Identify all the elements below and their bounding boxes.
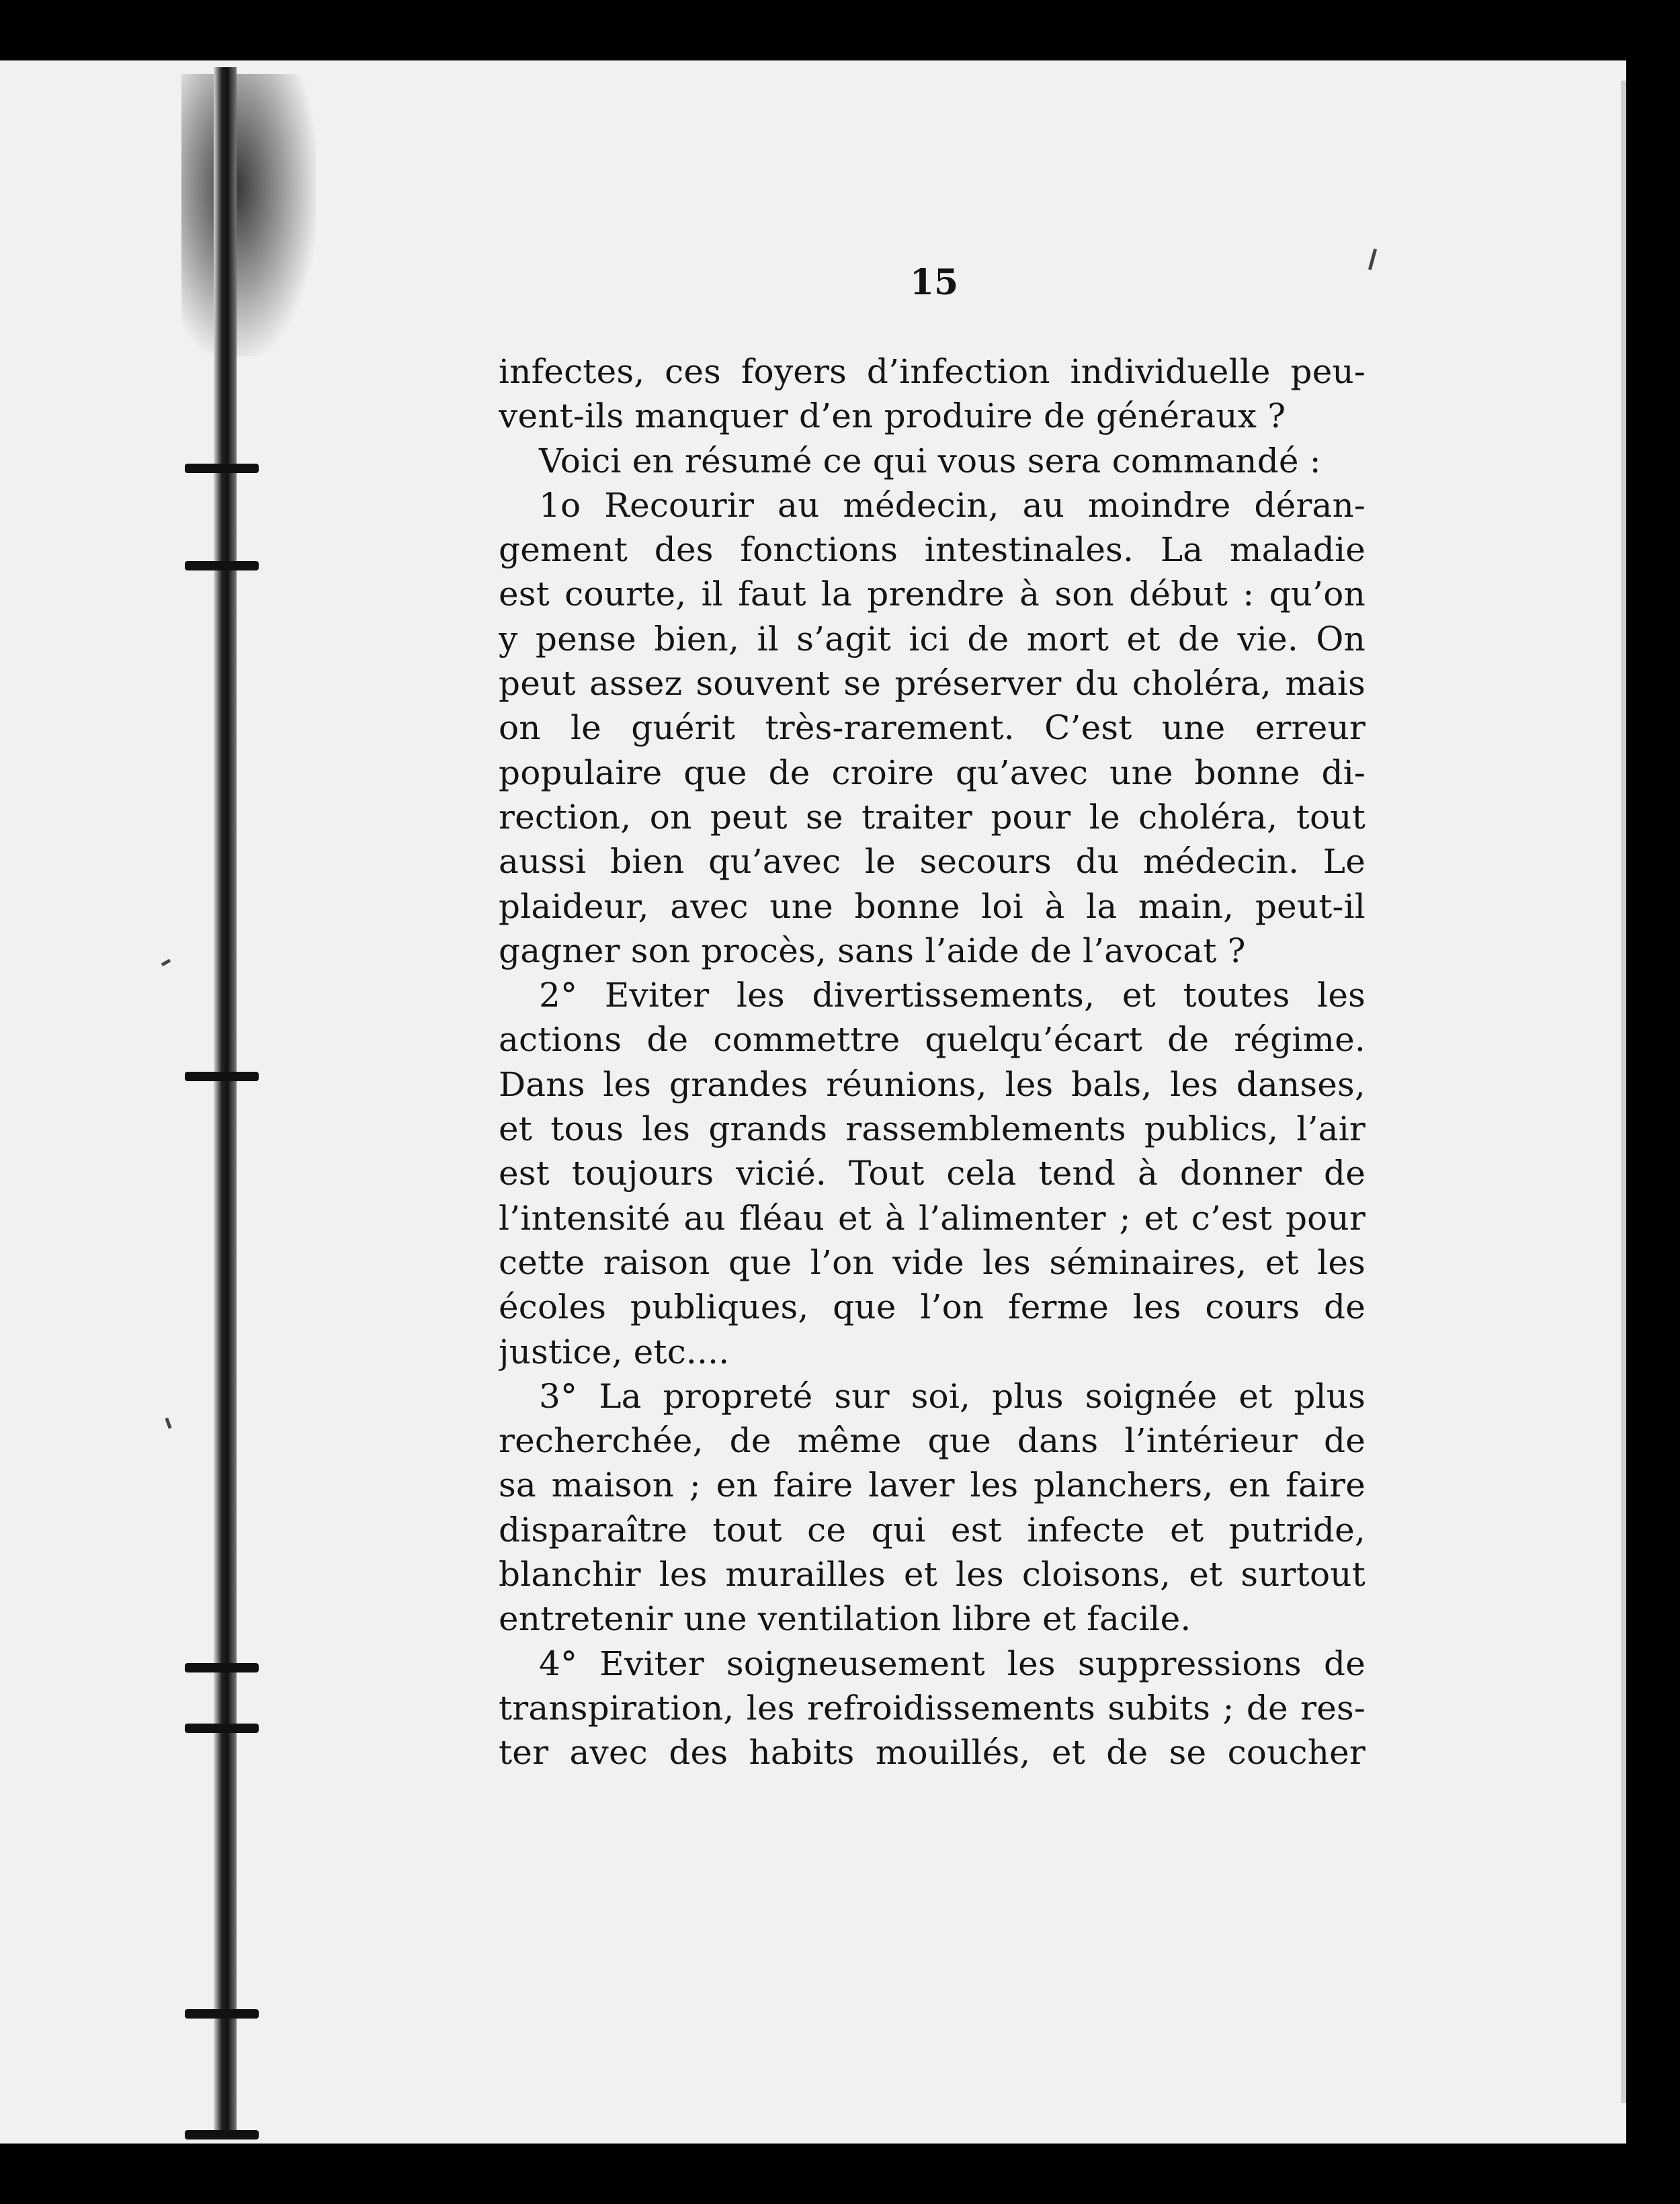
book-binding <box>214 67 237 2137</box>
text-line: plaideur, avec une bonne loi à la main, peut-il <box>499 886 1366 926</box>
text-line: 1o Recourir au médecin, au moindre déran- <box>539 485 1366 525</box>
text-line: aussi bien qu’avec le secours du médecin. Le <box>499 842 1366 882</box>
binding-stitch <box>185 464 259 473</box>
binding-shadow <box>181 74 316 356</box>
text-line: blanchir les murailles et les cloisons, et surtout <box>499 1555 1366 1595</box>
text-line: recherchée, de même que dans l’intérieur de <box>499 1421 1366 1461</box>
text-line: Dans les grandes réunions, les bals, les danses, <box>499 1064 1366 1104</box>
text-line: y pense bien, il s’agit ici de mort et de vie. On <box>499 619 1366 659</box>
page-number: 15 <box>909 262 959 303</box>
text-line: 2° Eviter les divertissements, et toutes les <box>539 976 1366 1015</box>
text-line: actions de commettre quelqu’écart de régime. <box>499 1020 1366 1060</box>
text-line: vent-ils manquer d’en produire de généraux ? <box>499 396 1286 436</box>
text-line: gagner son procès, sans l’aide de l’avocat ? <box>499 931 1246 970</box>
text-line: 3° La propreté sur soi, plus soignée et plus <box>539 1376 1366 1416</box>
text-line: entretenir une ventilation libre et facile. <box>499 1599 1191 1639</box>
binding-stitch <box>185 2009 259 2019</box>
text-line: et tous les grands rassemblements publics, l’air <box>499 1109 1366 1149</box>
text-line: ter avec des habits mouillés, et de se coucher <box>499 1733 1366 1773</box>
text-line: infectes, ces foyers d’infection individuelle peu- <box>499 352 1366 391</box>
page-edge <box>1621 81 1626 2103</box>
text-line: l’intensité au fléau et à l’alimenter ; et c’est pour <box>499 1198 1366 1238</box>
text-line: gement des fonctions intestinales. La maladie <box>499 530 1366 570</box>
text-line: est toujours vicié. Tout cela tend à donner de <box>499 1154 1366 1193</box>
binding-stitch <box>185 561 259 570</box>
text-line: Voici en résumé ce qui vous sera commandé : <box>539 441 1321 480</box>
binding-stitch <box>185 1724 259 1733</box>
text-line: cette raison que l’on vide les séminaires, et les <box>499 1242 1366 1282</box>
body-text <box>499 349 1366 1775</box>
text-line: rection, on peut se traiter pour le choléra, tout <box>499 797 1366 837</box>
binding-stitch <box>185 1072 259 1081</box>
text-line: disparaître tout ce qui est infecte et putride, <box>499 1510 1366 1550</box>
binding-stitch <box>185 2130 259 2139</box>
text-line: transpiration, les refroidissements subits ; de res- <box>499 1688 1366 1728</box>
text-line: populaire que de croire qu’avec une bonne di- <box>499 753 1366 792</box>
text-line: on le guérit très-rarement. C’est une erreur <box>499 708 1366 748</box>
text-line: écoles publiques, que l’on ferme les cours de <box>499 1287 1366 1327</box>
binding-stitch <box>185 1663 259 1672</box>
text-line: justice, etc.... <box>499 1332 730 1371</box>
text-line: 4° Eviter soigneusement les suppressions de <box>539 1644 1366 1683</box>
text-line: est courte, il faut la prendre à son début : qu’on <box>499 575 1366 614</box>
text-line: peut assez souvent se préserver du choléra, mais <box>499 664 1366 704</box>
text-line: sa maison ; en faire laver les planchers, en faire <box>499 1466 1366 1505</box>
